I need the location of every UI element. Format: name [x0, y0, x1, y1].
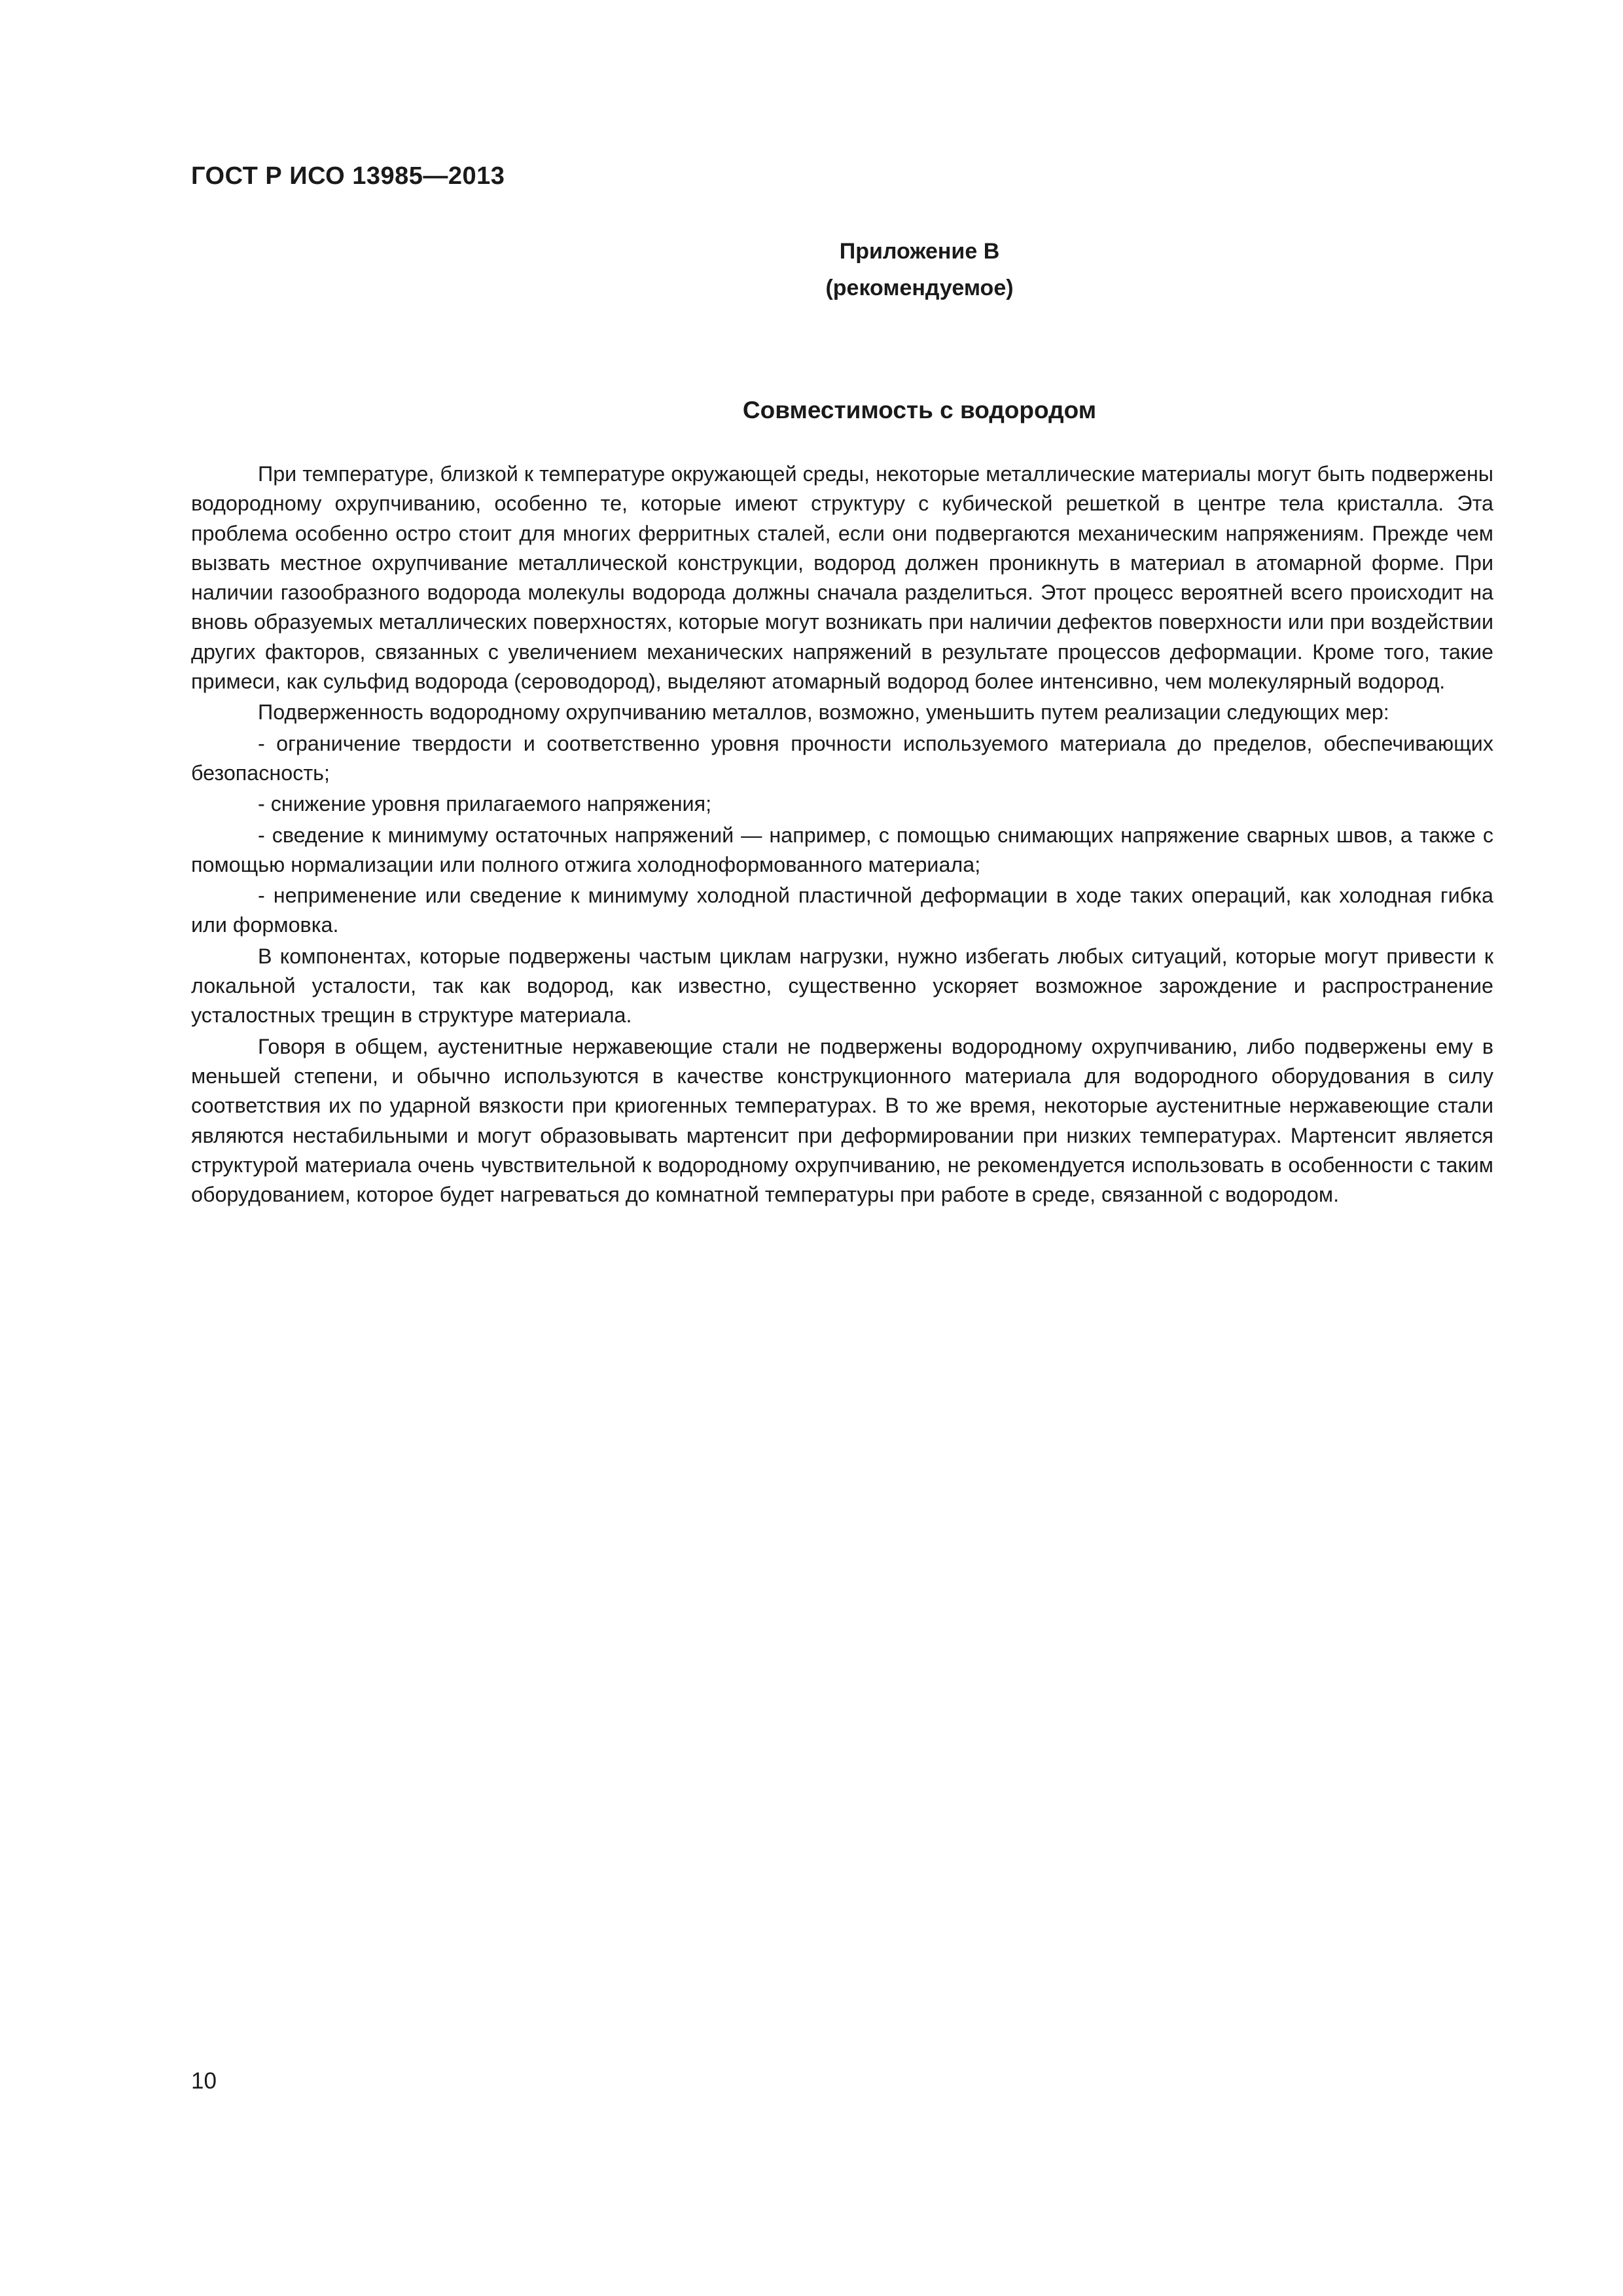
- paragraph-measures-intro: Подверженность водородному охрупчиванию металлов, возможно, уменьшить путем реализации следующих мер:: [258, 700, 1389, 725]
- appendix-status: (рекомендуемое): [825, 276, 1014, 300]
- document-body: [191, 459, 1493, 1211]
- list-item-stress-reduction: - снижение уровня прилагаемого напряжения;: [258, 792, 712, 816]
- appendix-heading: [0, 233, 1623, 306]
- paragraph-austenitic-steels: Говоря в общем, аустенитные нержавеющие стали не подвержены водородному охрупчиванию, либо подвержены ему в меньшей степени, и обычно используются в качестве конструкционного материала для водородного оборудования в силу соответствия их по ударной вязкости при криогенных температурах. В то же время, некоторые аустенитные нержавеющие стали являются нестабильными и могут образовывать мартенсит при деформировании при низких температурах. Мартенсит является структурой материала очень чувствительной к водородному охрупчиванию, не рекомендуется использовать в особенности с таким оборудованием, которое будет нагреваться до комнатной температуры при работе в среде, связанной с водородом.: [191, 1034, 1493, 1207]
- page-number: 10: [191, 2068, 217, 2094]
- standard-code-header: ГОСТ Р ИСО 13985—2013: [191, 162, 505, 190]
- list-item-residual-stress: - сведение к минимуму остаточных напряжений — например, с помощью снимающих напряжение сварных швов, а также с помощью нормализации или полного отжига холоднoформованного материала;: [191, 823, 1493, 876]
- list-item-cold-deformation: - неприменение или сведение к минимуму холодной пластичной деформации в ходе таких операций, как холодная гибка или формовка.: [191, 884, 1493, 937]
- section-title-text: Совместимость с водородом: [742, 397, 1097, 423]
- appendix-title: Приложение В: [839, 239, 1000, 264]
- section-title: [0, 397, 1623, 424]
- paragraph-hydrogen-embrittlement: При температуре, близкой к температуре окружающей среды, некоторые металлические материалы могут быть подвержены водородному охрупчиванию, особенно те, которые имеют структуру с кубической решеткой в центре тела кристалла. Эта проблема особенно остро стоит для многих ферритных сталей, если они подвергаются механическим напряжениям. Прежде чем вызвать местное охрупчивание металлической конструкции, водород должен проникнуть в материал в атомарной форме. При наличии газообразного водорода молекулы водорода должны сначала разделиться. Этот процесс вероятней всего происходит на вновь образуемых металлических поверхностях, которые могут возникать при наличии дефектов поверхности или при воздействии других факторов, связанных с увеличением механических напряжений в результате процессов деформации. Кроме того, такие примеси, как сульфид водорода (сероводород), выделяют атомарный водород более интенсивно, чем молекулярный водород.: [191, 462, 1493, 694]
- paragraph-fatigue: В компонентах, которые подвержены частым циклам нагрузки, нужно избегать любых ситуаций, которые могут привести к локальной усталости, так как водород, как известно, существенно ускоряет возможное зарождение и распространение усталостных трещин в структуре материала.: [191, 944, 1493, 1028]
- list-item-hardness-limit: - ограничение твердости и соответственно уровня прочности используемого материала до пределов, обеспечивающих безопасность;: [191, 731, 1493, 785]
